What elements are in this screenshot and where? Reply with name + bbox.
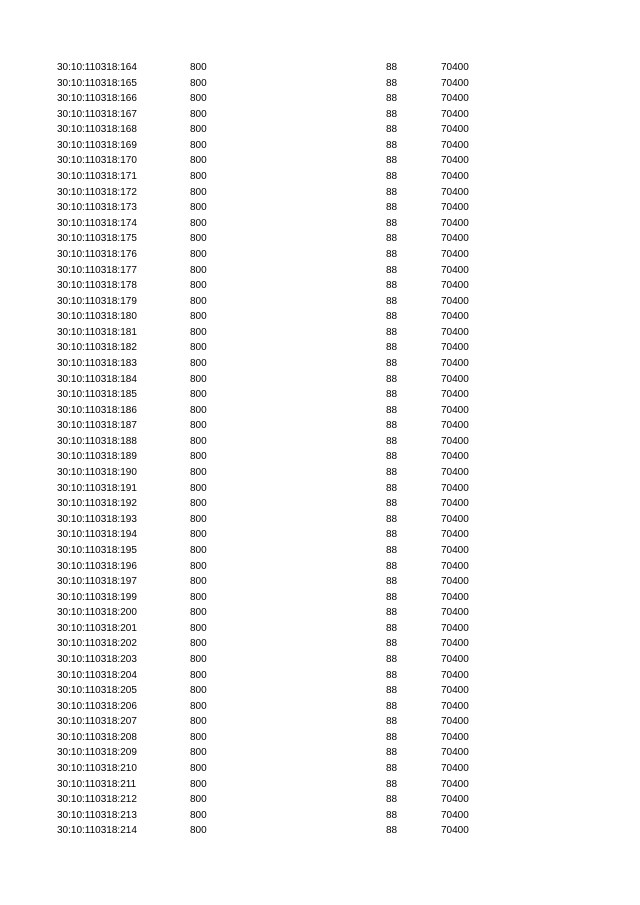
parcel-id-cell: 30:10:110318:176 bbox=[57, 248, 137, 260]
rate-cell: 88 bbox=[386, 108, 398, 120]
parcel-id-cell: 30:10:110318:167 bbox=[57, 108, 137, 120]
parcel-id-cell: 30:10:110318:207 bbox=[57, 716, 137, 728]
total-cell: 70400 bbox=[441, 404, 469, 416]
parcel-id-cell: 30:10:110318:205 bbox=[57, 685, 137, 697]
total-cell: 70400 bbox=[441, 716, 469, 728]
rate-cell: 88 bbox=[386, 716, 398, 728]
quantity-cell: 800 bbox=[190, 731, 207, 743]
table-row bbox=[0, 496, 640, 512]
parcel-id-cell: 30:10:110318:206 bbox=[57, 700, 137, 712]
parcel-id-cell: 30:10:110318:187 bbox=[57, 420, 137, 432]
parcel-id-cell: 30:10:110318:166 bbox=[57, 93, 137, 105]
table-row bbox=[0, 777, 640, 793]
table-row bbox=[0, 683, 640, 699]
parcel-id-cell: 30:10:110318:191 bbox=[57, 482, 137, 494]
rate-cell: 88 bbox=[386, 77, 398, 89]
parcel-id-cell: 30:10:110318:185 bbox=[57, 389, 137, 401]
table-row bbox=[0, 247, 640, 263]
table-row bbox=[0, 714, 640, 730]
parcel-id-cell: 30:10:110318:183 bbox=[57, 357, 137, 369]
quantity-cell: 800 bbox=[190, 747, 207, 759]
quantity-cell: 800 bbox=[190, 467, 207, 479]
rate-cell: 88 bbox=[386, 809, 398, 821]
parcel-id-cell: 30:10:110318:179 bbox=[57, 295, 137, 307]
parcel-id-cell: 30:10:110318:164 bbox=[57, 62, 137, 73]
rate-cell: 88 bbox=[386, 389, 398, 401]
table-row bbox=[0, 340, 640, 356]
parcel-id-cell: 30:10:110318:192 bbox=[57, 498, 137, 510]
quantity-cell: 800 bbox=[190, 342, 207, 354]
table-row bbox=[0, 699, 640, 715]
quantity-cell: 800 bbox=[190, 778, 207, 790]
rate-cell: 88 bbox=[386, 202, 398, 214]
quantity-cell: 800 bbox=[190, 248, 207, 260]
total-cell: 70400 bbox=[441, 77, 469, 89]
total-cell: 70400 bbox=[441, 93, 469, 105]
parcel-id-cell: 30:10:110318:203 bbox=[57, 653, 137, 665]
quantity-cell: 800 bbox=[190, 498, 207, 510]
quantity-cell: 800 bbox=[190, 264, 207, 276]
parcel-id-cell: 30:10:110318:186 bbox=[57, 404, 137, 416]
quantity-cell: 800 bbox=[190, 809, 207, 821]
quantity-cell: 800 bbox=[190, 435, 207, 447]
table-row bbox=[0, 60, 640, 76]
quantity-cell: 800 bbox=[190, 311, 207, 323]
total-cell: 70400 bbox=[441, 607, 469, 619]
table-row bbox=[0, 652, 640, 668]
parcel-id-cell: 30:10:110318:174 bbox=[57, 217, 137, 229]
rate-cell: 88 bbox=[386, 280, 398, 292]
table-row bbox=[0, 621, 640, 637]
rate-cell: 88 bbox=[386, 155, 398, 167]
table-row bbox=[0, 543, 640, 559]
table-row bbox=[0, 122, 640, 138]
table-row bbox=[0, 465, 640, 481]
total-cell: 70400 bbox=[441, 560, 469, 572]
quantity-cell: 800 bbox=[190, 529, 207, 541]
rate-cell: 88 bbox=[386, 669, 398, 681]
total-cell: 70400 bbox=[441, 420, 469, 432]
rate-cell: 88 bbox=[386, 62, 398, 73]
quantity-cell: 800 bbox=[190, 544, 207, 556]
parcel-id-cell: 30:10:110318:196 bbox=[57, 560, 137, 572]
total-cell: 70400 bbox=[441, 825, 469, 837]
parcel-id-cell: 30:10:110318:209 bbox=[57, 747, 137, 759]
parcel-id-cell: 30:10:110318:180 bbox=[57, 311, 137, 323]
total-cell: 70400 bbox=[441, 669, 469, 681]
quantity-cell: 800 bbox=[190, 513, 207, 525]
parcel-id-cell: 30:10:110318:188 bbox=[57, 435, 137, 447]
parcel-id-cell: 30:10:110318:199 bbox=[57, 591, 137, 603]
table-row bbox=[0, 636, 640, 652]
total-cell: 70400 bbox=[441, 794, 469, 806]
quantity-cell: 800 bbox=[190, 825, 207, 837]
rate-cell: 88 bbox=[386, 404, 398, 416]
rate-cell: 88 bbox=[386, 124, 398, 136]
parcel-id-cell: 30:10:110318:195 bbox=[57, 544, 137, 556]
rate-cell: 88 bbox=[386, 638, 398, 650]
rate-cell: 88 bbox=[386, 778, 398, 790]
table-row bbox=[0, 668, 640, 684]
quantity-cell: 800 bbox=[190, 108, 207, 120]
table-row bbox=[0, 512, 640, 528]
rate-cell: 88 bbox=[386, 326, 398, 338]
rate-cell: 88 bbox=[386, 357, 398, 369]
rate-cell: 88 bbox=[386, 529, 398, 541]
table-row bbox=[0, 138, 640, 154]
table-row bbox=[0, 169, 640, 185]
parcel-id-cell: 30:10:110318:212 bbox=[57, 794, 137, 806]
rate-cell: 88 bbox=[386, 794, 398, 806]
rate-cell: 88 bbox=[386, 513, 398, 525]
rate-cell: 88 bbox=[386, 342, 398, 354]
total-cell: 70400 bbox=[441, 467, 469, 479]
total-cell: 70400 bbox=[441, 731, 469, 743]
total-cell: 70400 bbox=[441, 264, 469, 276]
table-row bbox=[0, 216, 640, 232]
parcel-id-cell: 30:10:110318:177 bbox=[57, 264, 137, 276]
total-cell: 70400 bbox=[441, 747, 469, 759]
rate-cell: 88 bbox=[386, 217, 398, 229]
rate-cell: 88 bbox=[386, 653, 398, 665]
total-cell: 70400 bbox=[441, 700, 469, 712]
rate-cell: 88 bbox=[386, 451, 398, 463]
total-cell: 70400 bbox=[441, 513, 469, 525]
total-cell: 70400 bbox=[441, 108, 469, 120]
quantity-cell: 800 bbox=[190, 669, 207, 681]
quantity-cell: 800 bbox=[190, 389, 207, 401]
total-cell: 70400 bbox=[441, 685, 469, 697]
parcel-id-cell: 30:10:110318:210 bbox=[57, 763, 137, 775]
quantity-cell: 800 bbox=[190, 700, 207, 712]
total-cell: 70400 bbox=[441, 435, 469, 447]
parcel-id-cell: 30:10:110318:190 bbox=[57, 467, 137, 479]
rate-cell: 88 bbox=[386, 186, 398, 198]
quantity-cell: 800 bbox=[190, 420, 207, 432]
table-row bbox=[0, 372, 640, 388]
total-cell: 70400 bbox=[441, 357, 469, 369]
quantity-cell: 800 bbox=[190, 560, 207, 572]
table-row bbox=[0, 309, 640, 325]
quantity-cell: 800 bbox=[190, 404, 207, 416]
rate-cell: 88 bbox=[386, 498, 398, 510]
parcel-id-cell: 30:10:110318:169 bbox=[57, 139, 137, 151]
quantity-cell: 800 bbox=[190, 622, 207, 634]
table-row bbox=[0, 761, 640, 777]
quantity-cell: 800 bbox=[190, 591, 207, 603]
table-row bbox=[0, 434, 640, 450]
rate-cell: 88 bbox=[386, 560, 398, 572]
parcel-id-cell: 30:10:110318:208 bbox=[57, 731, 137, 743]
table-row bbox=[0, 91, 640, 107]
quantity-cell: 800 bbox=[190, 202, 207, 214]
quantity-cell: 800 bbox=[190, 326, 207, 338]
parcel-id-cell: 30:10:110318:202 bbox=[57, 638, 137, 650]
rate-cell: 88 bbox=[386, 544, 398, 556]
quantity-cell: 800 bbox=[190, 217, 207, 229]
table-row bbox=[0, 356, 640, 372]
total-cell: 70400 bbox=[441, 248, 469, 260]
quantity-cell: 800 bbox=[190, 763, 207, 775]
quantity-cell: 800 bbox=[190, 373, 207, 385]
quantity-cell: 800 bbox=[190, 295, 207, 307]
total-cell: 70400 bbox=[441, 591, 469, 603]
total-cell: 70400 bbox=[441, 295, 469, 307]
table-row bbox=[0, 590, 640, 606]
rate-cell: 88 bbox=[386, 233, 398, 245]
total-cell: 70400 bbox=[441, 326, 469, 338]
table-row bbox=[0, 263, 640, 279]
parcel-id-cell: 30:10:110318:173 bbox=[57, 202, 137, 214]
rate-cell: 88 bbox=[386, 139, 398, 151]
total-cell: 70400 bbox=[441, 233, 469, 245]
parcel-id-cell: 30:10:110318:213 bbox=[57, 809, 137, 821]
total-cell: 70400 bbox=[441, 498, 469, 510]
quantity-cell: 800 bbox=[190, 171, 207, 183]
parcel-id-cell: 30:10:110318:165 bbox=[57, 77, 137, 89]
total-cell: 70400 bbox=[441, 62, 469, 73]
quantity-cell: 800 bbox=[190, 155, 207, 167]
total-cell: 70400 bbox=[441, 311, 469, 323]
quantity-cell: 800 bbox=[190, 357, 207, 369]
rate-cell: 88 bbox=[386, 731, 398, 743]
rate-cell: 88 bbox=[386, 420, 398, 432]
parcel-id-cell: 30:10:110318:184 bbox=[57, 373, 137, 385]
rate-cell: 88 bbox=[386, 825, 398, 837]
parcel-id-cell: 30:10:110318:197 bbox=[57, 576, 137, 588]
quantity-cell: 800 bbox=[190, 482, 207, 494]
parcel-id-cell: 30:10:110318:193 bbox=[57, 513, 137, 525]
total-cell: 70400 bbox=[441, 529, 469, 541]
rate-cell: 88 bbox=[386, 435, 398, 447]
total-cell: 70400 bbox=[441, 124, 469, 136]
rate-cell: 88 bbox=[386, 248, 398, 260]
total-cell: 70400 bbox=[441, 778, 469, 790]
quantity-cell: 800 bbox=[190, 576, 207, 588]
quantity-cell: 800 bbox=[190, 93, 207, 105]
table-row bbox=[0, 200, 640, 216]
parcel-id-cell: 30:10:110318:194 bbox=[57, 529, 137, 541]
total-cell: 70400 bbox=[441, 171, 469, 183]
rate-cell: 88 bbox=[386, 171, 398, 183]
table-row bbox=[0, 325, 640, 341]
total-cell: 70400 bbox=[441, 389, 469, 401]
quantity-cell: 800 bbox=[190, 124, 207, 136]
quantity-cell: 800 bbox=[190, 685, 207, 697]
total-cell: 70400 bbox=[441, 809, 469, 821]
rate-cell: 88 bbox=[386, 763, 398, 775]
data-table bbox=[0, 60, 640, 839]
table-row bbox=[0, 153, 640, 169]
quantity-cell: 800 bbox=[190, 638, 207, 650]
quantity-cell: 800 bbox=[190, 607, 207, 619]
table-row bbox=[0, 808, 640, 824]
quantity-cell: 800 bbox=[190, 716, 207, 728]
rate-cell: 88 bbox=[386, 311, 398, 323]
total-cell: 70400 bbox=[441, 217, 469, 229]
rate-cell: 88 bbox=[386, 591, 398, 603]
table-row bbox=[0, 745, 640, 761]
parcel-id-cell: 30:10:110318:204 bbox=[57, 669, 137, 681]
quantity-cell: 800 bbox=[190, 77, 207, 89]
quantity-cell: 800 bbox=[190, 451, 207, 463]
table-row bbox=[0, 418, 640, 434]
table-row bbox=[0, 185, 640, 201]
total-cell: 70400 bbox=[441, 653, 469, 665]
table-row bbox=[0, 107, 640, 123]
total-cell: 70400 bbox=[441, 544, 469, 556]
quantity-cell: 800 bbox=[190, 653, 207, 665]
rate-cell: 88 bbox=[386, 685, 398, 697]
parcel-id-cell: 30:10:110318:200 bbox=[57, 607, 137, 619]
table-row bbox=[0, 278, 640, 294]
parcel-id-cell: 30:10:110318:182 bbox=[57, 342, 137, 354]
parcel-id-cell: 30:10:110318:214 bbox=[57, 825, 137, 837]
rate-cell: 88 bbox=[386, 373, 398, 385]
table-row bbox=[0, 403, 640, 419]
parcel-id-cell: 30:10:110318:168 bbox=[57, 124, 137, 136]
rate-cell: 88 bbox=[386, 576, 398, 588]
rate-cell: 88 bbox=[386, 607, 398, 619]
total-cell: 70400 bbox=[441, 280, 469, 292]
parcel-id-cell: 30:10:110318:175 bbox=[57, 233, 137, 245]
total-cell: 70400 bbox=[441, 202, 469, 214]
parcel-id-cell: 30:10:110318:170 bbox=[57, 155, 137, 167]
table-row bbox=[0, 559, 640, 575]
table-row bbox=[0, 574, 640, 590]
rate-cell: 88 bbox=[386, 747, 398, 759]
parcel-id-cell: 30:10:110318:178 bbox=[57, 280, 137, 292]
total-cell: 70400 bbox=[441, 622, 469, 634]
parcel-id-cell: 30:10:110318:211 bbox=[57, 778, 137, 790]
total-cell: 70400 bbox=[441, 482, 469, 494]
parcel-id-cell: 30:10:110318:189 bbox=[57, 451, 137, 463]
table-row bbox=[0, 527, 640, 543]
quantity-cell: 800 bbox=[190, 62, 207, 73]
table-row bbox=[0, 76, 640, 92]
total-cell: 70400 bbox=[441, 763, 469, 775]
parcel-id-cell: 30:10:110318:181 bbox=[57, 326, 137, 338]
parcel-id-cell: 30:10:110318:172 bbox=[57, 186, 137, 198]
quantity-cell: 800 bbox=[190, 280, 207, 292]
rate-cell: 88 bbox=[386, 467, 398, 479]
rate-cell: 88 bbox=[386, 264, 398, 276]
parcel-id-cell: 30:10:110318:201 bbox=[57, 622, 137, 634]
quantity-cell: 800 bbox=[190, 794, 207, 806]
total-cell: 70400 bbox=[441, 373, 469, 385]
parcel-id-cell: 30:10:110318:171 bbox=[57, 171, 137, 183]
table-row bbox=[0, 231, 640, 247]
total-cell: 70400 bbox=[441, 576, 469, 588]
rate-cell: 88 bbox=[386, 295, 398, 307]
total-cell: 70400 bbox=[441, 155, 469, 167]
table-row bbox=[0, 387, 640, 403]
quantity-cell: 800 bbox=[190, 186, 207, 198]
rate-cell: 88 bbox=[386, 622, 398, 634]
rate-cell: 88 bbox=[386, 93, 398, 105]
total-cell: 70400 bbox=[441, 638, 469, 650]
quantity-cell: 800 bbox=[190, 139, 207, 151]
quantity-cell: 800 bbox=[190, 233, 207, 245]
table-row bbox=[0, 823, 640, 839]
table-row bbox=[0, 792, 640, 808]
total-cell: 70400 bbox=[441, 186, 469, 198]
table-row bbox=[0, 481, 640, 497]
rate-cell: 88 bbox=[386, 482, 398, 494]
total-cell: 70400 bbox=[441, 139, 469, 151]
rate-cell: 88 bbox=[386, 700, 398, 712]
table-row bbox=[0, 294, 640, 310]
total-cell: 70400 bbox=[441, 451, 469, 463]
table-row bbox=[0, 449, 640, 465]
table-row bbox=[0, 605, 640, 621]
total-cell: 70400 bbox=[441, 342, 469, 354]
table-row bbox=[0, 730, 640, 746]
